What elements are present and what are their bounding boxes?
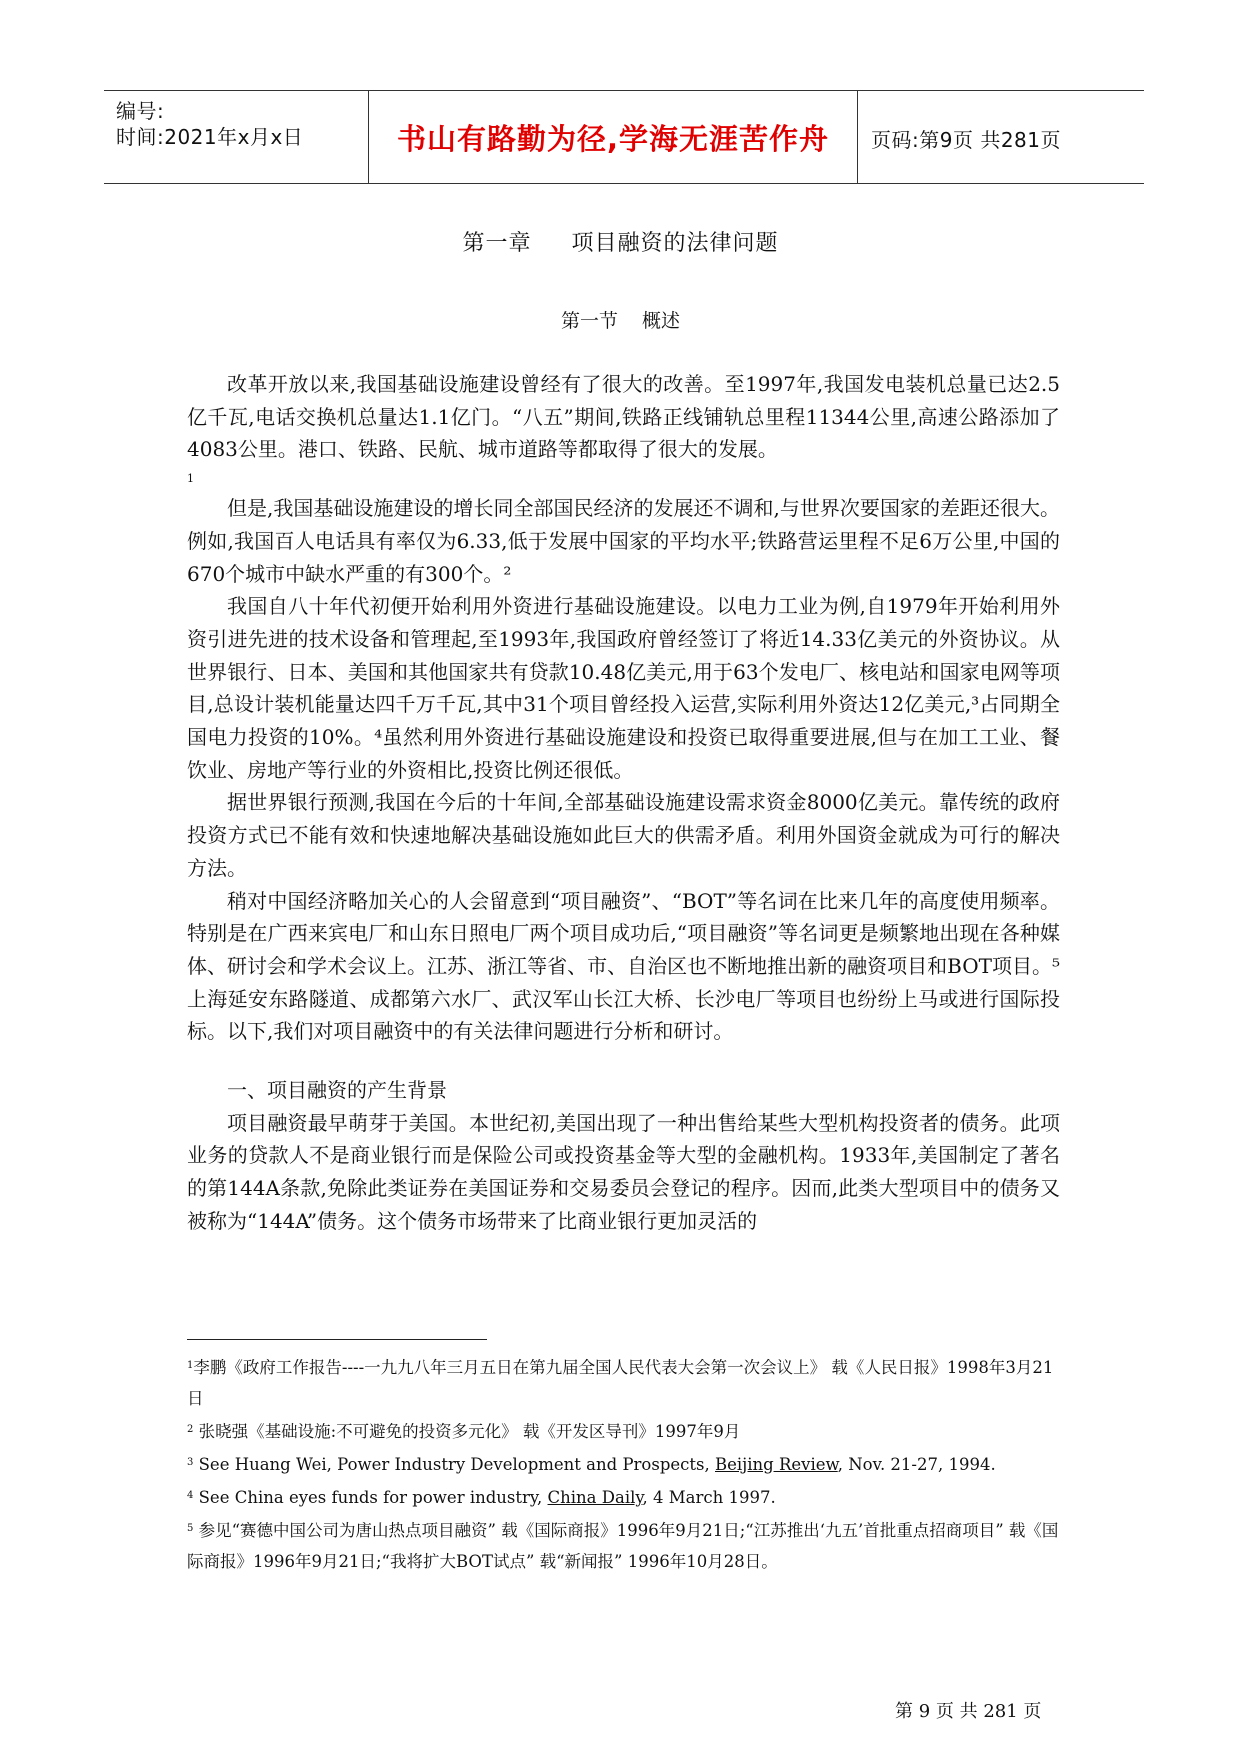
chapter-title: 项目融资的法律问题 — [571, 231, 779, 256]
footnote-5: $^5$ 参见“赛德中国公司为唐山热点项目融资” 载《国际商报》1996年9月21日;“江苏推出‘九五’首批重点招商项目” 载《国际商报》1996年9月21日;“我将扩大BOT试点” 载“新闻报” 1996年10月28日。 — [187, 1521, 1059, 1571]
footnote-1: $^1$李鹏《政府工作报告----一九九八年三月五日在第九届全国人民代表大会第一次会议上》 载《人民日报》1998年3月21日 — [187, 1358, 1054, 1408]
footnote-marker: 1 — [187, 472, 194, 486]
footnote-2: $^2$ 张晓强《基础设施:不可避免的投资多元化》 载《开发区导刊》1997年9月 — [187, 1422, 741, 1441]
paragraph: 我国自八十年代初便开始利用外资进行基础设施建设。以电力工业为例,自1979年开始利用外资引进先进的技术设备和管理起,至1993年,我国政府曾经签订了将近14.33亿美元的外资协议。从世界银行、日本、美国和其他国家共有贷款10.48亿美元,用于63个发电厂、核电站和国家电网等项目,总设计装机能量达四千万千瓦,其中31个项目曾经投入运营,实际利用外资达12亿美元,³占同期全国电力投资的10%。⁴虽然利用外资进行基础设施建设和投资已取得重要进展,但与在加工工业、餐饮业、房地产等行业的外资相比,投资比例还很低。 — [187, 594, 1060, 782]
footnote-divider — [187, 1339, 487, 1340]
body-text — [187, 368, 1060, 1238]
footnote-3: $^3$ See Huang Wei, Power Industry Development and Prospects, Beijing Review, Nov. 21-27, 1994. — [187, 1455, 996, 1474]
paragraph: 改革开放以来,我国基础设施建设曾经有了很大的改善。至1997年,我国发电装机总量已达2.5亿千瓦,电话交换机总量达1.1亿门。“八五”期间,铁路正线铺轨总里程11344公里,高速公路添加了4083公里。港口、铁路、民航、城市道路等都取得了很大的发展。 — [187, 372, 1060, 462]
footnotes — [187, 1350, 1060, 1577]
chapter-heading — [0, 226, 1241, 257]
header-motto-cell — [369, 91, 858, 183]
section-heading — [0, 306, 1241, 333]
paragraph: 项目融资最早萌芽于美国。本世纪初,美国出现了一种出售给某些大型机构投资者的债务。此项业务的贷款人不是商业银行而是保险公司或投资基金等大型的金融机构。1933年,美国制定了著名的第144A条款,免除此类证券在美国证券和交易委员会登记的程序。因而,此类大型项目中的债务又被称为“144A”债务。这个债务市场带来了比商业银行更加灵活的 — [187, 1110, 1060, 1233]
document-header — [104, 90, 1144, 184]
motto-text: 书山有路勤为径,学海无涯苦作舟 — [396, 122, 830, 156]
serial-label: 编号: — [116, 99, 165, 123]
paragraph: 但是,我国基础设施建设的增长同全部国民经济的发展还不调和,与世界次要国家的差距还很大。例如,我国百人电话具有率仅为6.33,低于发展中国家的平均水平;铁路营运里程不足6万公里,中国的670个城市中缺水严重的有300个。² — [187, 496, 1060, 586]
footnote-4: $^4$ See China eyes funds for power industry, China Daily, 4 March 1997. — [187, 1488, 776, 1507]
footnote-source-link: China Daily — [547, 1488, 643, 1507]
section-title: 概述 — [642, 310, 681, 332]
header-page-cell — [859, 91, 1144, 183]
subsection-heading: 一、项目融资的产生背景 — [227, 1078, 447, 1103]
paragraph: 稍对中国经济略加关心的人会留意到“项目融资”、“BOT”等名词在比来几年的高度使用频率。特别是在广西来宾电厂和山东日照电厂两个项目成功后,“项目融资”等名词更是频繁地出现在各种媒体、研讨会和学术会议上。江苏、浙江等省、市、自治区也不断地推出新的融资项目和BOT项目。⁵上海延安东路隧道、成都第六水厂、武汉军山长江大桥、长沙电厂等项目也纷纷上马或进行国际投标。以下,我们对项目融资中的有关法律问题进行分析和研讨。 — [187, 888, 1060, 1044]
section-number: 第一节 — [560, 310, 618, 332]
page-footer: 第 9 页 共 281 页 — [895, 1701, 1042, 1722]
page-number-label: 页码:第9页 共281页 — [871, 128, 1061, 152]
footnote-source-link: Beijing Review — [715, 1455, 838, 1474]
time-label: 时间:2021年x月x日 — [116, 125, 304, 149]
header-info-cell — [104, 91, 369, 183]
chapter-number: 第一章 — [462, 231, 532, 256]
paragraph: 据世界银行预测,我国在今后的十年间,全部基础设施建设需求资金8000亿美元。靠传统的政府投资方式已不能有效和快速地解决基础设施如此巨大的供需矛盾。利用外国资金就成为可行的解决方法。 — [187, 790, 1060, 880]
